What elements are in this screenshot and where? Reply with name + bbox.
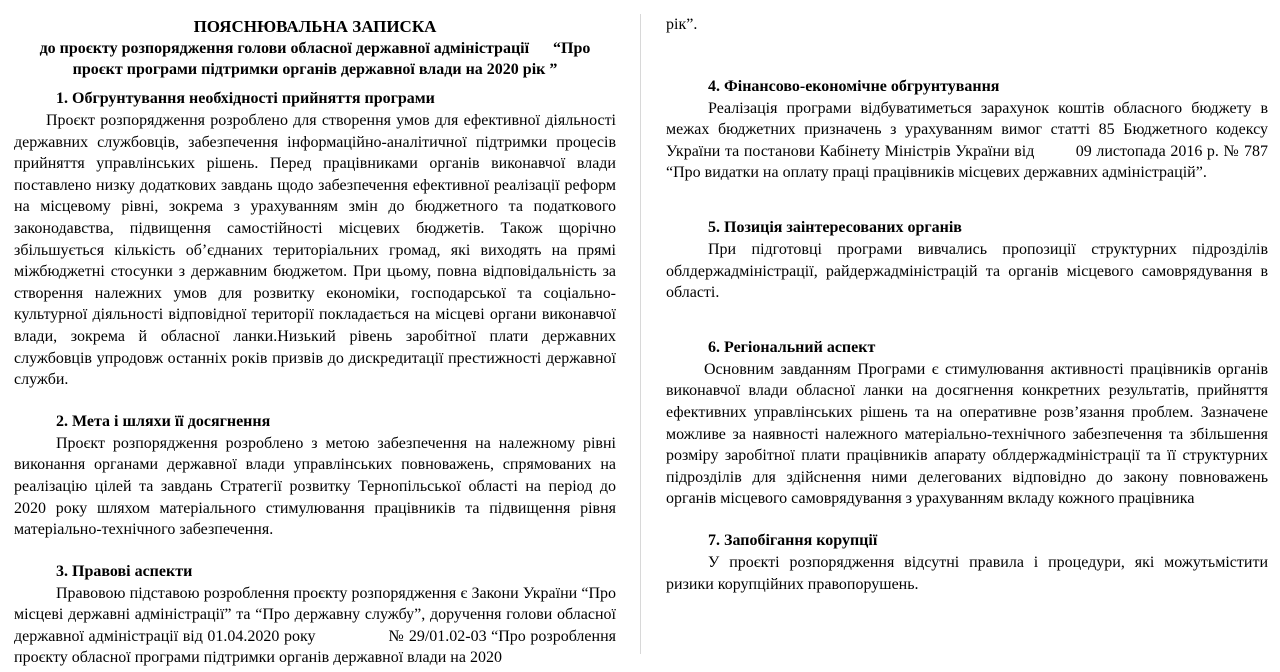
section-1-heading: 1. Обгрунтування необхідності прийняття програми xyxy=(56,90,435,107)
left-column xyxy=(14,14,620,669)
section-2-text: Проєкт розпорядження розроблено з метою забезпечення на належному рівні виконання органами державної влади управлінських повноважень, спрямованих на реалізацію цілей та завдань Стратегії розвитку Тернопільської області на період до 2020 року шляхом матеріального стимулювання працівників та підвищення рівня матеріально-технічного забезпечення. xyxy=(14,434,616,539)
section-3-continuation: рік”. xyxy=(666,16,698,33)
section-5-text: При підготовці програми вивчались пропозиції структурних підрозділів облдержадміністрації, райдержадміністрацій та органів місцевого самоврядування в області. xyxy=(666,240,1268,302)
section-3-text: Правовою підставою розроблення проєкту розпорядження є Закони України “Про місцеві державні адміністрації” та “Про державну службу”, доручення голови обласної державної адміністрації від 01.04.2020 року № 29/01.02-03 “Про розроблення проєкту обласної програми підтримки органів державної влади на 2020 xyxy=(14,584,620,667)
section-2-heading: 2. Мета і шляхи її досягнення xyxy=(56,412,271,430)
section-7-heading: 7. Запобігання корупції xyxy=(708,531,878,549)
section-4-text: Реалізація програми відбуватиметься зарахунок коштів обласного бюджету в межах бюджетних призначень з урахуванням вимог статті 85 Бюджетного кодексу України та постанови Кабінету Міністрів України від 09 листопада 2016 р. № 787 “Про видатки на оплату праці працівників місцевих державних адміністрацій”. xyxy=(666,99,1272,182)
document-title: ПОЯСНЮВАЛЬНА ЗАПИСКА xyxy=(193,17,437,36)
section-3-heading: 3. Правові аспекти xyxy=(56,562,193,580)
document-subtitle-line2: проєкт програми підтримки органів державної влади на 2020 рік ” xyxy=(72,61,558,78)
column-divider xyxy=(640,14,641,654)
section-5-heading: 5. Позиція заінтересованих органів xyxy=(708,218,962,236)
section-1-text: Проєкт розпорядження розроблено для створення умов для ефективної діяльності державних службовців, забезпечення інформаційно-аналітичної підтримки процесів прийняття управлінських рішень. Перед працівниками органів виконавчої влади поставлено низку додаткових завдань щодо забезпечення ефективної реалізації реформ на місцевому рівні, зокрема з урахуванням змін до бюджетного та податкового законодавства, підвищення самостійності місцевих бюджетів. Також щорічно збільшується кількість об’єднаних територіальних громад, які виходять на прямі міжбюджетні стосунки з державним бюджетом. При цьому, повна відповідальність за створення належних умов для розвитку економіки, господарської та соціально-культурної діяльності відповідної території покладається на місцеві органи виконавчої влади, зокрема й обласної ланки.Низький рівень заробітної плати державних службовців упродовж останніх років призвів до дискредитації престижності державної служби. xyxy=(14,112,616,389)
right-column xyxy=(666,14,1272,595)
section-6-text: Основним завданням Програми є стимулювання активності працівників органів виконавчої влади обласної ланки на досягнення конкретних результатів, прийняття ефективних управлінських рішень та на оперативне розв’язання проблем. Зазначене можливе за наявності належного матеріально-технічного забезпечення та збільшення розміру заробітної плати працівників апарату облдержадміністрації та її структурних підрозділів для здійснення ними делегованих відповідно до закону повноважень органів місцевого самоврядування з урахуванням вкладу кожного працівника xyxy=(666,360,1268,508)
section-4-heading: 4. Фінансово-економічне обгрунтування xyxy=(708,77,1000,95)
section-7-text: У проєкті розпорядження відсутні правила і процедури, які можутьмістити ризики корупційних правопорушень. xyxy=(666,553,1268,593)
section-6-heading: 6. Регіональний аспект xyxy=(708,338,876,356)
document-subtitle-line1: до проєкту розпорядження голови обласної державної адміністрації “Про xyxy=(39,40,591,57)
